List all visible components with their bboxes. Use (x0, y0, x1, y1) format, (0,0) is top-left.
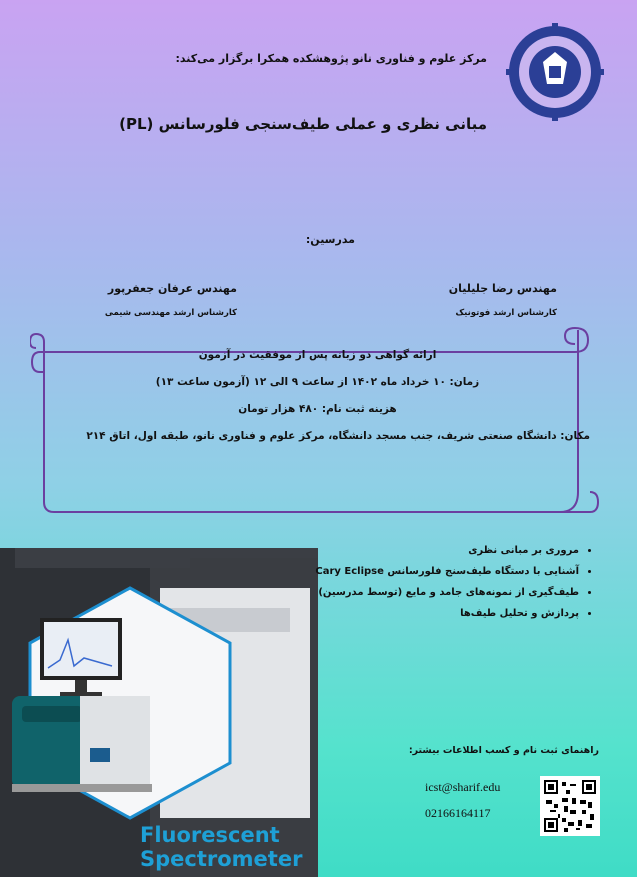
fee-line: هزینه ثبت نام: ۴۸۰ هزار تومان (238, 403, 397, 415)
contact-email[interactable]: icst@sharif.edu (425, 780, 501, 794)
contact-phone[interactable]: 02166164117 (425, 806, 491, 820)
instructor-1-role: کارشناس ارشد فوتونیک (455, 308, 557, 318)
qr-code[interactable] (540, 776, 600, 836)
instructor-2-role: کارشناس ارشد مهندسی شیمی (104, 308, 237, 318)
photo-caption-line1: Fluorescent (140, 823, 280, 847)
university-logo (505, 22, 605, 122)
instructor-1 (387, 282, 557, 318)
location-line: مکان: دانشگاه صنعتی شریف، جنب مسجد دانشگاه، مرکز علوم و فناوری نانو، طبقه اول، اتاق ۲۱۴ (86, 430, 590, 442)
topic-item-3: • طیف‌گیری از نمونه‌های جامد و مایع (توسط مدرسین) (297, 587, 579, 598)
certificate-line: ارائه گواهی دو زبانه پس از موفقیت در آزمون (198, 349, 437, 361)
topics-list (297, 545, 597, 629)
page-title: مبانی نظری و عملی طیف‌سنجی فلورسانس (PL) (119, 115, 487, 133)
photo-caption-line2: Spectrometer (140, 847, 303, 871)
registration-label: راهنمای ثبت نام و کسب اطلاعات بیشتر: (408, 745, 599, 756)
instructor-2 (57, 282, 237, 318)
instructors-label: مدرسین: (305, 233, 355, 246)
organizer-line: مرکز علوم و فناوری نانو پژوهشکده همکرا برگزار می‌کند: (175, 52, 487, 65)
instructor-2-name: مهندس عرفان جعفرپور (107, 282, 237, 295)
time-line: زمان: ۱۰ خرداد ماه ۱۴۰۲ از ساعت ۹ الی ۱۲ (آزمون ساعت ۱۳) (155, 376, 480, 388)
topic-item-1: • مروری بر مبانی نظری (297, 545, 579, 556)
topic-item-4: • پردازش و تحلیل طیف‌ها (297, 608, 579, 619)
instructor-1-name: مهندس رضا جلیلیان (448, 282, 557, 295)
topic-item-2: • آشنایی با دستگاه طیف‌سنج فلورسانس Cary Eclipse (297, 566, 579, 577)
info-text-block (40, 342, 595, 450)
